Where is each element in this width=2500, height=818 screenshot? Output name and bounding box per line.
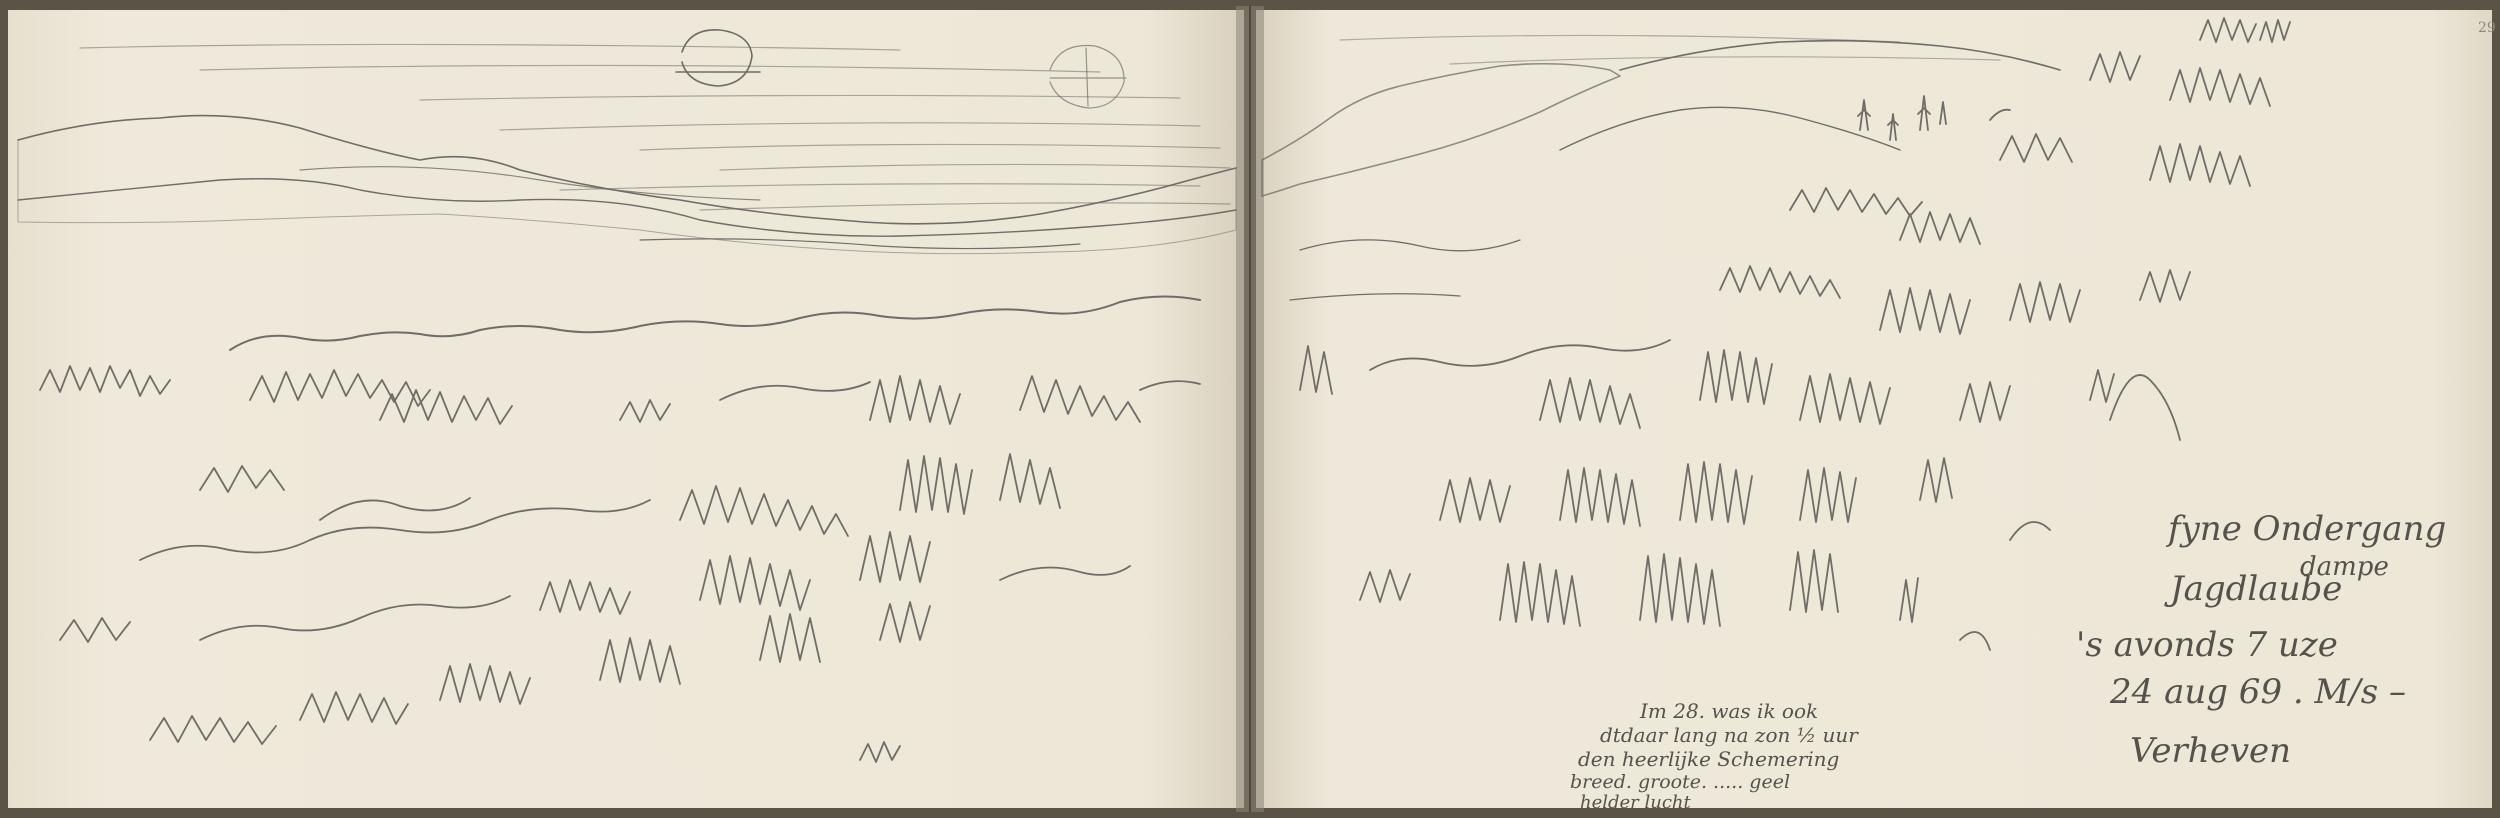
bottom-note-line-4: breed. groote. ..... geel [1570,771,1791,793]
note-line-5: 24 aug 69 . M/s – [2110,672,2407,712]
bottom-note-line-1: Im 28. was ik ook [1640,699,1819,723]
note-line-4: 's avonds 7 uze [2076,625,2338,665]
page-number: 29 [2478,20,2496,36]
bottom-note-line-5: helder lucht [1580,792,1691,813]
note-line-3: Jagdlaube [2170,569,2343,609]
note-line-2: dampe [2300,552,2389,582]
bottom-note-line-3: den heerlijke Schemering [1578,747,1840,771]
note-line-6: Verheven [2130,731,2292,771]
bottom-note-line-2: dtdaar lang na zon ½ uur [1600,723,1858,747]
note-line-1: fyne Ondergang [2168,509,2447,549]
